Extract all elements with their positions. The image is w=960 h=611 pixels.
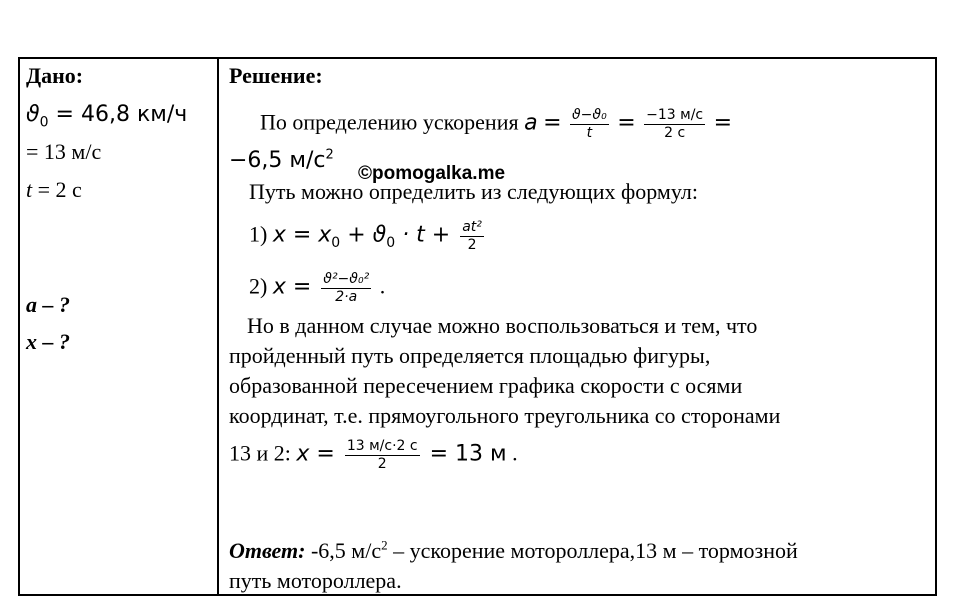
question-a: a – ? (26, 292, 70, 317)
answer-line-1: Ответ: -6,5 $м/с^2$ – ускорение мотороллера,13 м – тормозной (229, 537, 798, 563)
question-x: x – ? (26, 329, 70, 354)
given-column (26, 59, 214, 594)
formula-1: 1) $x = x_0 + ϑ_0 \cdot t$ + $\frac{\text{at²}}{2}$ (249, 219, 482, 253)
solution-heading: Решение: (229, 63, 323, 88)
paragraph-line-4: координат, т.е. прямоугольного треугольника со сторонами (229, 403, 781, 428)
paragraph-line-3: образованной пересечением графика скорости с осями (229, 373, 743, 398)
fraction-accel-1: $\frac{\text{ϑ−ϑ₀}}{t}$ (572, 107, 607, 141)
acceleration-formula: По определению ускорения a = $\frac{\text{ϑ−ϑ₀}}{t}$ = $\frac{-13 м/с}{2 с}$ = (260, 107, 733, 141)
fraction-accel-2: $\frac{-13 м/с}{2 с}$ (646, 107, 704, 141)
watermark: ©pomogalka.me (358, 163, 506, 184)
given-heading: Дано: (26, 63, 84, 88)
given-t: t = 2 с (26, 177, 82, 202)
acceleration-result: −6,5 $м/с^2$ (229, 147, 334, 173)
fraction-path: $\frac{13 м/с\cdot 2 с}{2}$ (346, 438, 418, 472)
given-v0: $ϑ_0 = 46,8$ км/ч (26, 102, 188, 131)
answer-line-2: путь мотороллера. (229, 568, 402, 593)
formula-2: 2) x = $\frac{\text{ϑ²−ϑ₀²}}{2\cdot a}$ . (249, 271, 386, 305)
paragraph-line-1: Но в данном случае можно воспользоваться и тем, что (247, 313, 758, 338)
fraction-f1: $\frac{\text{at²}}{2}$ (462, 219, 482, 253)
path-intro: Путь можно определить из следующих формул: (249, 179, 698, 204)
solution-column (229, 59, 929, 594)
paragraph-line-2: пройденный путь определяется площадью фигуры, (229, 343, 711, 368)
column-divider (217, 59, 219, 594)
fraction-f2: $\frac{\text{ϑ²−ϑ₀²}}{2\cdot a}$ (323, 271, 370, 305)
paragraph-line-5: 13 и 2: x = $\frac{13 м/с\cdot 2 с}{2}$ = 13 м . (229, 438, 518, 472)
given-v0-si: = 13 м/с (26, 139, 102, 164)
solution-table (18, 57, 937, 596)
